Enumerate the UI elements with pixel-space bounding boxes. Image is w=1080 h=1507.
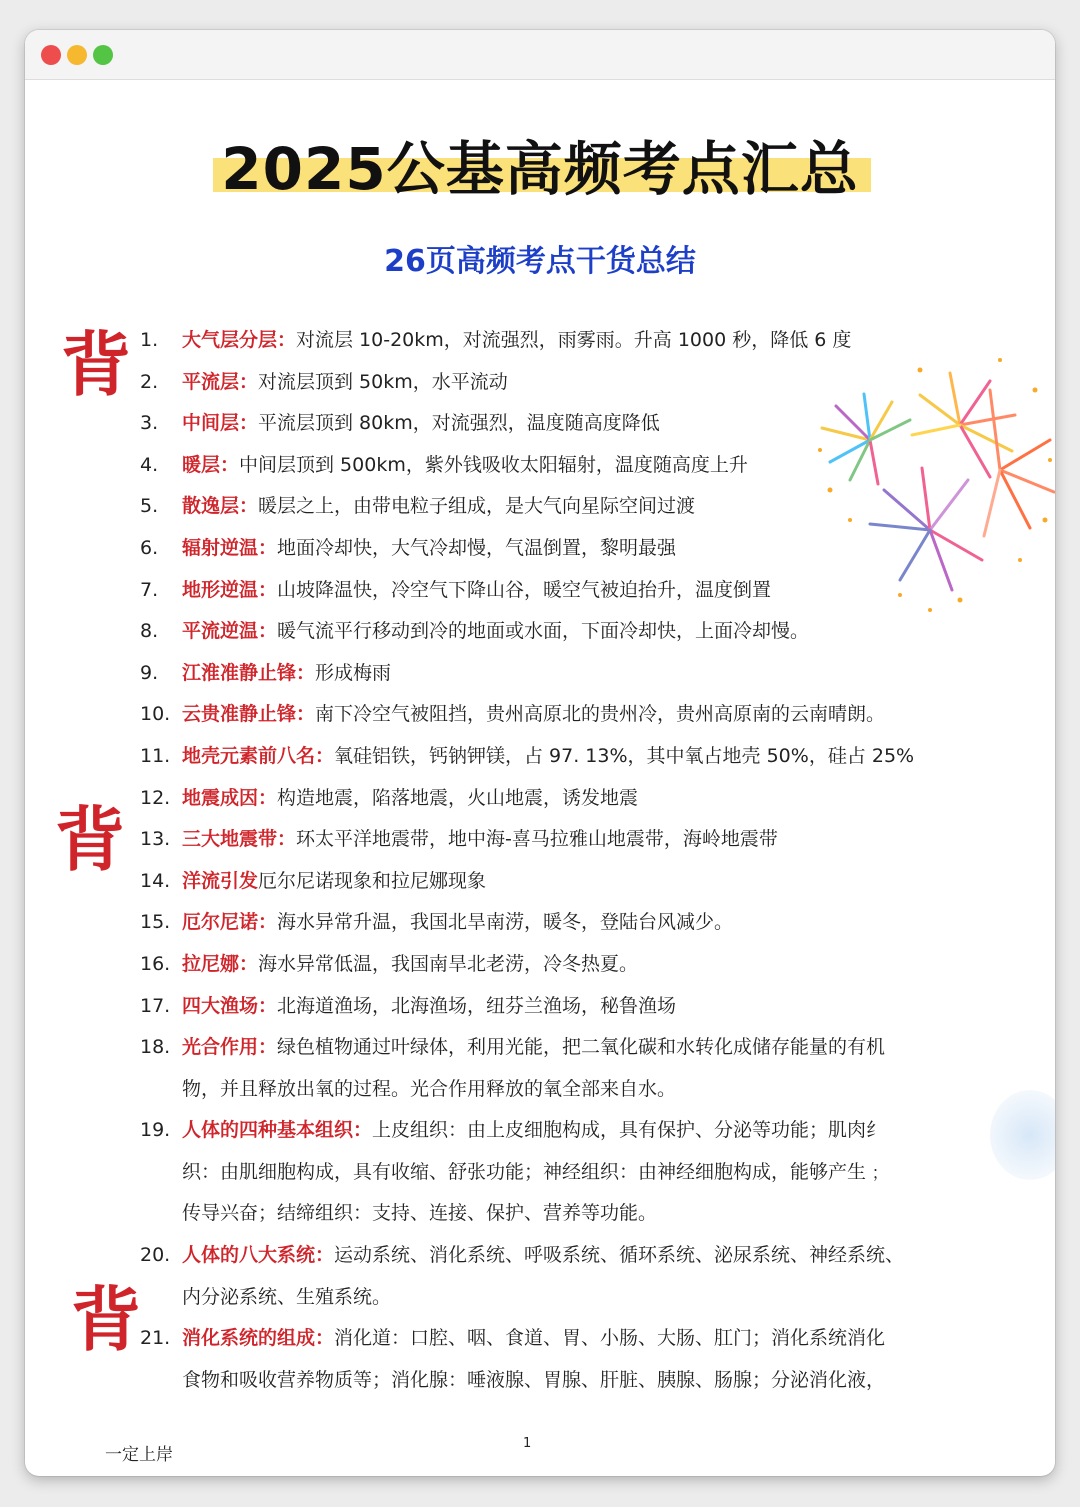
item-description: 平流层顶到 80km，对流强烈，温度随高度降低 (258, 412, 660, 435)
item-description: 形成梅雨 (315, 661, 392, 684)
list-item (140, 944, 1000, 986)
item-description: 对流层顶到 50km，水平流动 (258, 370, 508, 393)
item-description: 环太平洋地震带，地中海-喜马拉雅山地震带，海岭地震带 (296, 828, 778, 851)
item-number: 14. (140, 869, 171, 892)
item-number: 15. (140, 911, 171, 934)
item-number: 13. (140, 828, 171, 851)
item-number: 19. (140, 1119, 171, 1142)
item-description: 暖层之上，由带电粒子组成，是大气向星际空间过渡 (258, 495, 696, 518)
item-description: 构造地震，陷落地震，火山地震，诱发地震 (277, 786, 639, 809)
item-term: 地壳元素前八名： (182, 744, 335, 767)
item-number: 6. (140, 536, 159, 559)
item-description: 上皮组织：由上皮细胞构成，具有保护、分泌等功能；肌肉纟 (372, 1119, 886, 1142)
list-item (140, 570, 1000, 612)
list-item (140, 778, 1000, 820)
item-term: 中间层： (182, 412, 259, 435)
list-item (140, 528, 1000, 570)
item-number: 5. (140, 495, 159, 518)
list-item (140, 819, 1000, 861)
item-term: 大气层分层： (182, 329, 297, 351)
list-item (140, 1027, 1000, 1110)
item-number: 4. (140, 453, 159, 476)
list-item (140, 1235, 1000, 1318)
item-description: 对流层 10-20km，对流强烈，雨雾雨。升高 1000 秒，降低 6 度 (296, 329, 852, 351)
item-number: 16. (140, 952, 171, 975)
minimize-window-button[interactable] (67, 45, 87, 65)
item-number: 8. (140, 620, 159, 643)
item-term: 平流层： (182, 370, 259, 393)
item-number: 1. (140, 329, 159, 351)
item-description: 氧硅铝铁，钙钠钾镁，占 97. 13%，其中氧占地壳 50%，硅占 25% (334, 744, 915, 767)
list-item (140, 320, 1000, 362)
list-item (140, 1318, 1000, 1401)
item-number: 18. (140, 1036, 171, 1059)
list-item (140, 403, 1000, 445)
item-number: 10. (140, 703, 171, 726)
item-description-continued: 织：由肌细胞构成，具有收缩、舒张功能；神经组织：由神经细胞构成，能够产生﹔ (182, 1160, 886, 1183)
item-number: 9. (140, 661, 159, 684)
item-number: 20. (140, 1244, 171, 1267)
item-term: 地形逆温： (182, 578, 278, 601)
item-term: 散逸层： (182, 495, 259, 518)
item-description: 北海道渔场，北海渔场，纽芬兰渔场，秘鲁渔场 (277, 994, 677, 1017)
item-term: 江淮准静止锋： (182, 661, 316, 684)
item-number: 12. (140, 786, 171, 809)
item-description: 山坡降温快，冷空气下降山谷，暖空气被迫抬升，温度倒置 (277, 578, 772, 601)
item-description: 海水异常低温，我国南旱北老涝，冷冬热夏。 (258, 952, 639, 975)
footer-brand: 一定上岸 (105, 1445, 173, 1465)
document-window (25, 30, 1055, 1476)
list-item (140, 736, 1000, 778)
maximize-window-button[interactable] (93, 45, 113, 65)
item-term: 四大渔场： (182, 994, 278, 1017)
item-description-continued: 内分泌系统、生殖系统。 (182, 1285, 392, 1308)
item-term: 光合作用： (182, 1036, 278, 1059)
item-description: 消化道：口腔、咽、食道、胃、小肠、大肠、肛门；消化系统消化 (334, 1327, 886, 1350)
item-term: 人体的四种基本组织： (182, 1119, 373, 1142)
stamp-bei-3: 背 (71, 1278, 141, 1361)
item-description: 运动系统、消化系统、呼吸系统、循环系统、泌尿系统、神经系统、 (334, 1244, 905, 1267)
page-subtitle: 26页高频考点干货总结 (384, 244, 696, 279)
list-item (140, 902, 1000, 944)
stamp-bei-1: 背 (61, 323, 131, 406)
item-description: 绿色植物通过叶绿体，利用光能，把二氧化碳和水转化成储存能量的有机 (277, 1036, 886, 1059)
item-description: 南下冷空气被阻挡，贵州高原北的贵州冷，贵州高原南的云南晴朗。 (315, 703, 886, 726)
list-item (140, 486, 1000, 528)
item-term: 洋流引发 (182, 869, 259, 892)
list-item (140, 611, 1000, 653)
list-item (140, 861, 1000, 903)
item-description: 中间层顶到 500km，紫外钱吸收太阳辐射，温度随高度上升 (239, 453, 748, 476)
list-item (140, 362, 1000, 404)
list-item (140, 1110, 1000, 1235)
key-points-list (140, 320, 1000, 1401)
item-description: 厄尔尼诺现象和拉尼娜现象 (258, 869, 487, 892)
item-number: 11. (140, 744, 171, 767)
item-term: 平流逆温： (182, 620, 278, 643)
item-number: 2. (140, 370, 159, 393)
item-description: 海水异常升温，我国北旱南涝，暖冬，登陆台风减少。 (277, 911, 734, 934)
stamp-bei-2: 背 (55, 798, 125, 881)
list-item (140, 653, 1000, 695)
item-term: 地震成因： (182, 786, 278, 809)
item-term: 厄尔尼诺： (182, 911, 278, 934)
item-number: 21. (140, 1327, 171, 1350)
item-term: 云贵准静止锋： (182, 703, 316, 726)
item-description-continued: 传导兴奋；结缔组织：支持、连接、保护、营养等功能。 (182, 1202, 658, 1225)
window-titlebar (25, 30, 1055, 80)
page-title: 2025公基高频考点汇总 (221, 135, 859, 203)
list-item (140, 694, 1000, 736)
item-description-continued: 物，并且释放出氧的过程。光合作用释放的氧全部来自水。 (182, 1077, 677, 1100)
item-term: 人体的八大系统： (182, 1244, 335, 1267)
item-term: 拉尼娜： (182, 952, 259, 975)
item-term: 暖层： (182, 453, 240, 476)
page-number: 1 (523, 1436, 532, 1451)
item-description: 地面冷却快，大气冷却慢，气温倒置，黎明最强 (277, 536, 677, 559)
item-description-continued: 食物和吸收营养物质等；消化腺：唾液腺、胃腺、肝脏、胰腺、肠腺；分泌消化液， (182, 1368, 886, 1391)
item-number: 7. (140, 578, 159, 601)
item-number: 3. (140, 412, 159, 435)
item-description: 暖气流平行移动到冷的地面或水面，下面冷却快，上面冷却慢。 (277, 620, 810, 643)
item-term: 辐射逆温： (182, 536, 278, 559)
list-item (140, 986, 1000, 1028)
close-window-button[interactable] (41, 45, 61, 65)
item-term: 消化系统的组成： (182, 1327, 335, 1350)
item-term: 三大地震带： (182, 828, 297, 851)
item-number: 17. (140, 994, 171, 1017)
list-item (140, 445, 1000, 487)
